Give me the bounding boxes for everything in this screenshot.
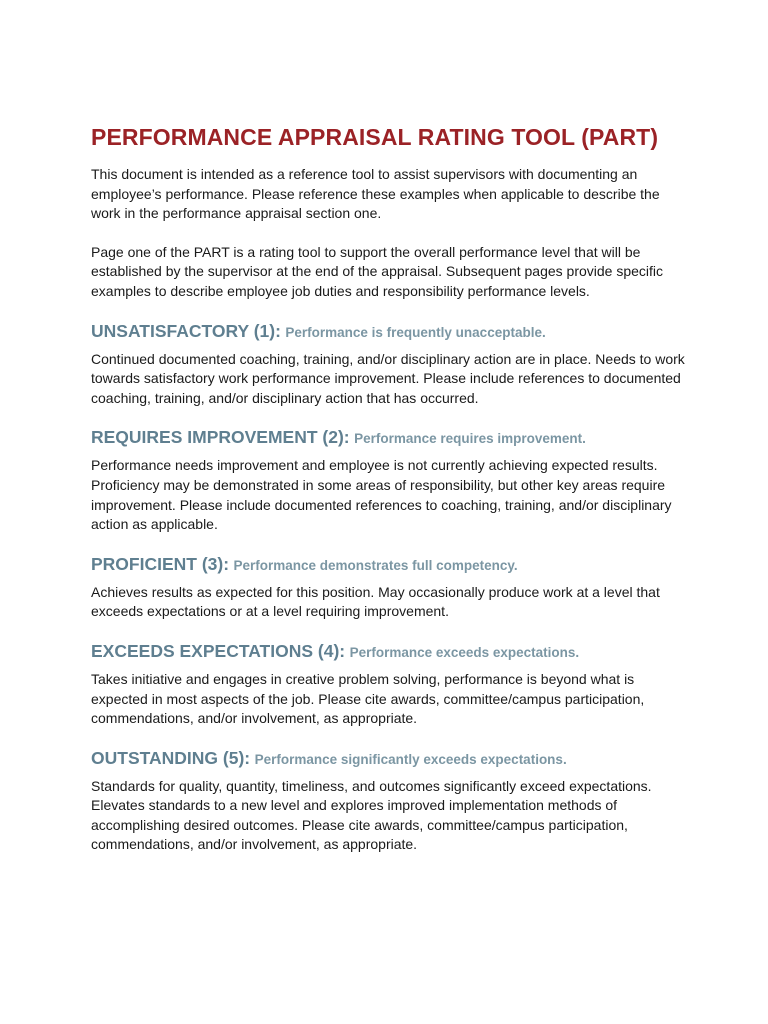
rating-level-name: EXCEEDS EXPECTATIONS (4):: [91, 640, 346, 661]
section-heading: [91, 746, 688, 772]
section-body: Achieves results as expected for this position. May occasionally produce work at a level that exceeds expectations or at a level requiring improvement.: [91, 583, 660, 620]
section-exceeds-expectations: [91, 639, 688, 729]
section-body: Standards for quality, quantity, timeliness, and outcomes significantly exceed expectations. Elevates standards to a new level and explores improved implementation methods of accomplishing desired outcomes. Please cite awards, committee/campus participation, commendations, and/or involvement, as appropriate.: [91, 777, 652, 853]
section-requires-improvement: [91, 425, 688, 534]
section-body: Takes initiative and engages in creative problem solving, performance is beyond what is expected in most aspects of the job. Please cite awards, committee/campus participation, commendations, and/or involvement, as appropriate.: [91, 670, 645, 727]
rating-level-name: OUTSTANDING (5):: [91, 747, 251, 768]
section-body: Performance needs improvement and employee is not currently achieving expected results. Proficiency may be demonstrated in some areas of responsibility, but other key areas require improvement. Please include documented references to coaching, training, and/or disciplinary action as applicable.: [91, 457, 672, 533]
section-heading: [91, 319, 688, 345]
rating-level-name: PROFICIENT (3):: [91, 553, 230, 574]
section-heading: [91, 552, 688, 578]
rating-level-summary: Performance significantly exceeds expectations.: [254, 751, 567, 767]
section-unsatisfactory: [91, 319, 688, 409]
section-outstanding: [91, 746, 688, 855]
section-body: Continued documented coaching, training, and/or disciplinary action are in place. Needs to work towards satisfactory work performance improvement. Please include references to documented coaching, training, and/or disciplinary action that has occurred.: [91, 350, 685, 406]
document-title: PERFORMANCE APPRAISAL RATING TOOL (PART): [91, 124, 659, 150]
rating-level-summary: Performance exceeds expectations.: [349, 644, 580, 660]
rating-level-summary: Performance requires improvement.: [354, 431, 586, 447]
section-heading: [91, 639, 688, 665]
rating-level-name: REQUIRES IMPROVEMENT (2):: [91, 427, 350, 448]
rating-level-summary: Performance is frequently unacceptable.: [285, 324, 546, 340]
rating-level-summary: Performance demonstrates full competency.: [233, 557, 518, 573]
section-heading: [91, 425, 688, 451]
intro-paragraph-1: This document is intended as a reference tool to assist supervisors with documenting an employee’s performance. Please reference these examples when applicable to describe the work in the performance appraisal section one.: [91, 166, 660, 222]
section-proficient: [91, 552, 688, 622]
rating-level-name: UNSATISFACTORY (1):: [91, 320, 281, 341]
intro-paragraph-2: Page one of the PART is a rating tool to support the overall performance level that will be established by the supervisor at the end of the appraisal. Subsequent pages provide specific examples to describe employee job duties and responsibility performance levels.: [91, 243, 664, 299]
